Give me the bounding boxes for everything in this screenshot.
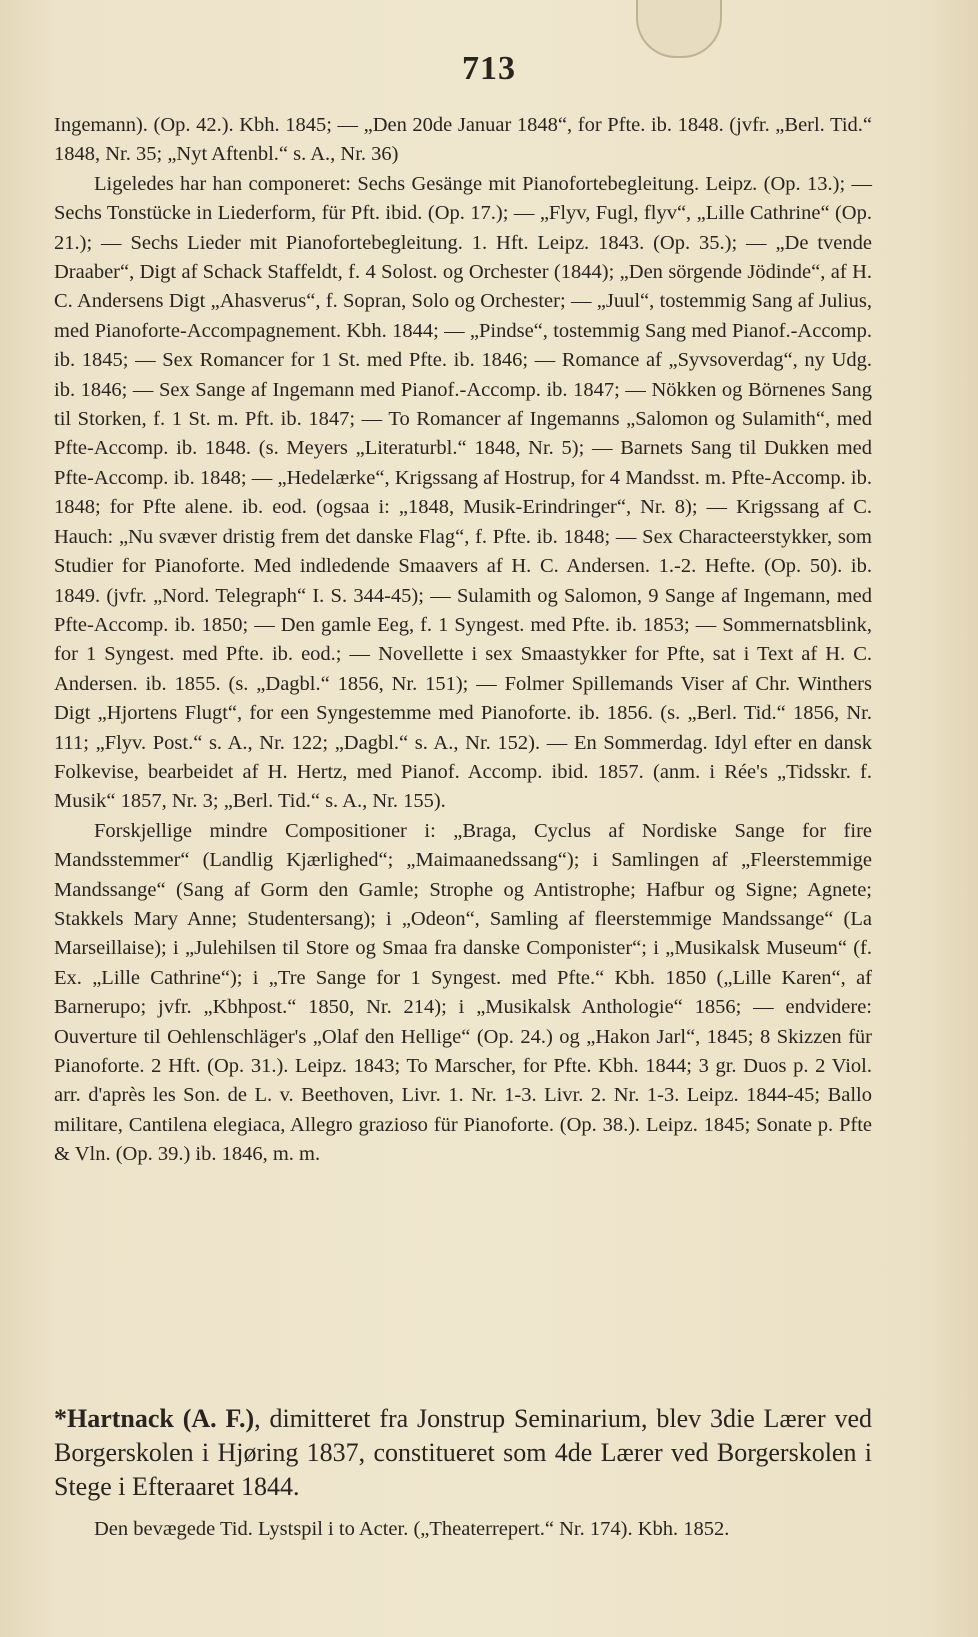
entry-work-line: Den bevægede Tid. Lystspil i to Acter. („Theaterrepert.“ Nr. 174). Kbh. 1852. <box>94 1518 730 1540</box>
entry-head: *Hartnack (A. F.) <box>54 1404 255 1433</box>
body-text <box>54 111 872 1170</box>
page-number: 713 <box>462 50 516 87</box>
entry-hartnack <box>54 1402 872 1504</box>
paragraph-continuation: Ingemann). (Op. 42.). Kbh. 1845; — „Den 20de Januar 1848“, for Pfte. ib. 1848. (jvfr. „Berl. Tid.“ 1848, Nr. 35; „Nyt Aftenbl.“ s. A., Nr. 36) <box>54 114 872 166</box>
entry-body: , dimitteret fra Jonstrup Seminarium, blev 3die Lærer ved Borgerskolen i Hjøring 1837, constitueret som 4de Lærer ved Borgerskolen i Stege i Efteraaret 1844. <box>54 1404 872 1501</box>
paragraph-minor-compositions: Forskjellige mindre Compositioner i: „Braga, Cyclus af Nordiske Sange for fire Mandsstemmer“ (Landlig Kjærlighed“; „Maimaanedssang“); i Samlingen af „Fleerstemmige Mandssange“ (Sang af Gorm den Gamle; Strophe og Antistrophe; Hafbur og Signe; Agnete; Stakkels Mary Anne; Studentersang); i „Odeon“, Samling af fleerstemmige Mandssange“ (La Marseillaise); i „Julehilsen til Store og Smaa fra danske Componister“; i „Musikalsk Museum“ (f. Ex. „Lille Cathrine“); i „Tre Sange for 1 Syngest. med Pfte.“ Kbh. 1850 („Lille Karen“, af Barnerupo; jvfr. „Kbhpost.“ 1850, Nr. 214); i „Musikalsk Anthologie“ 1856; — endvidere: Ouverture til Oehlenschläger's „Olaf den Hellige“ (Op. 24.) og „Hakon Jarl“, 1845; 8 Skizzen für Pianoforte. 2 Hft. (Op. 31.). Leipz. 1843; To Marscher, for Pfte. Kbh. 1844; 3 gr. Duos p. 2 Viol. arr. d'après les Son. de L. v. Beethoven, Livr. 1. Nr. 1-3. Livr. 2. Nr. 1-3. Leipz. 1844-45; Ballo militare, Cantilena elegiaca, Allegro grazioso für Pianoforte. (Op. 38.). Leipz. 1845; Sonate p. Pfte & Vln. (Op. 39.) ib. 1846, m. m. <box>54 819 872 1166</box>
paragraph-compositions: Ligeledes har han componeret: Sechs Gesänge mit Pianofortebegleitung. Leipz. (Op. 13.); — Sechs Tonstücke in Liederform, für Pft. ibid. (Op. 17.); — „Flyv, Fugl, flyv“, „Lille Cathrine“ (Op. 21.); — Sechs Lieder mit Pianofortebegleitung. 1. Hft. Leipz. 1843. (Op. 35.); — „De tvende Draaber“, Digt af Schack Staffeldt, f. 4 Solost. og Orchester (1844); „Den sörgende Jödinde“, af H. C. Andersens Digt „Ahasverus“, f. Sopran, Solo og Orchester; — „Juul“, tostemmig Sang af Julius, med Pianoforte-Accompagnement. Kbh. 1844; — „Pindse“, tostemmig Sang med Pianof.-Accomp. ib. 1845; — Sex Romancer for 1 St. med Pfte. ib. 1846; — Romance af „Syvsoverdag“, ny Udg. ib. 1846; — Sex Sange af Ingemann med Pianof.-Accomp. ib. 1847; — Nökken og Börnenes Sang til Storken, f. 1 St. m. Pft. ib. 1847; — To Romancer af Ingemanns „Salomon og Sulamith“, med Pfte-Accomp. ib. 1848. (s. Meyers „Literaturbl.“ 1848, Nr. 5); — Barnets Sang til Dukken med Pfte-Accomp. ib. 1848; — „Hedelærke“, Krigssang af Hostrup, for 4 Mandsst. m. Pfte-Accomp. ib. 1848; for Pfte alene. ib. eod. (ogsaa i: „1848, Musik-Erindringer“, Nr. 8); — Krigssang af C. Hauch: „Nu svæver dristig frem det danske Flag“, f. Pfte. ib. 1848; — Sex Characteerstykker, som Studier for Pianoforte. Med indledende Smaavers af H. C. Andersen. 1.-2. Hefte. (Op. 50). ib. 1849. (jvfr. „Nord. Telegraph“ I. S. 344-45); — Sulamith og Salomon, 9 Sange af Ingemann, med Pfte-Accomp. ib. 1850; — Den gamle Eeg, f. 1 Syngest. med Pfte. ib. 1853; — Sommernatsblink, for 1 Syngest. med Pfte. ib. eod.; — Novellette i sex Smaastykker for Pfte, sat i Text af H. C. Andersen. ib. 1855. (s. „Dagbl.“ 1856, Nr. 151); — Folmer Spillemands Viser af Chr. Winthers Digt „Hjortens Flugt“, for een Syngestemme med Pianoforte. ib. 1856. (s. „Berl. Tid.“ 1856, Nr. 111; „Flyv. Post.“ s. A., Nr. 122; „Dagbl.“ s. A., Nr. 152). — En Sommerdag. Idyl efter en dansk Folkevise, bearbeidet af H. Hertz, med Pianof. Accomp. ibid. 1857. (anm. i Rée's „Tidsskr. f. Musik“ 1857, Nr. 3; „Berl. Tid.“ s. A., Nr. 155). <box>54 172 872 813</box>
